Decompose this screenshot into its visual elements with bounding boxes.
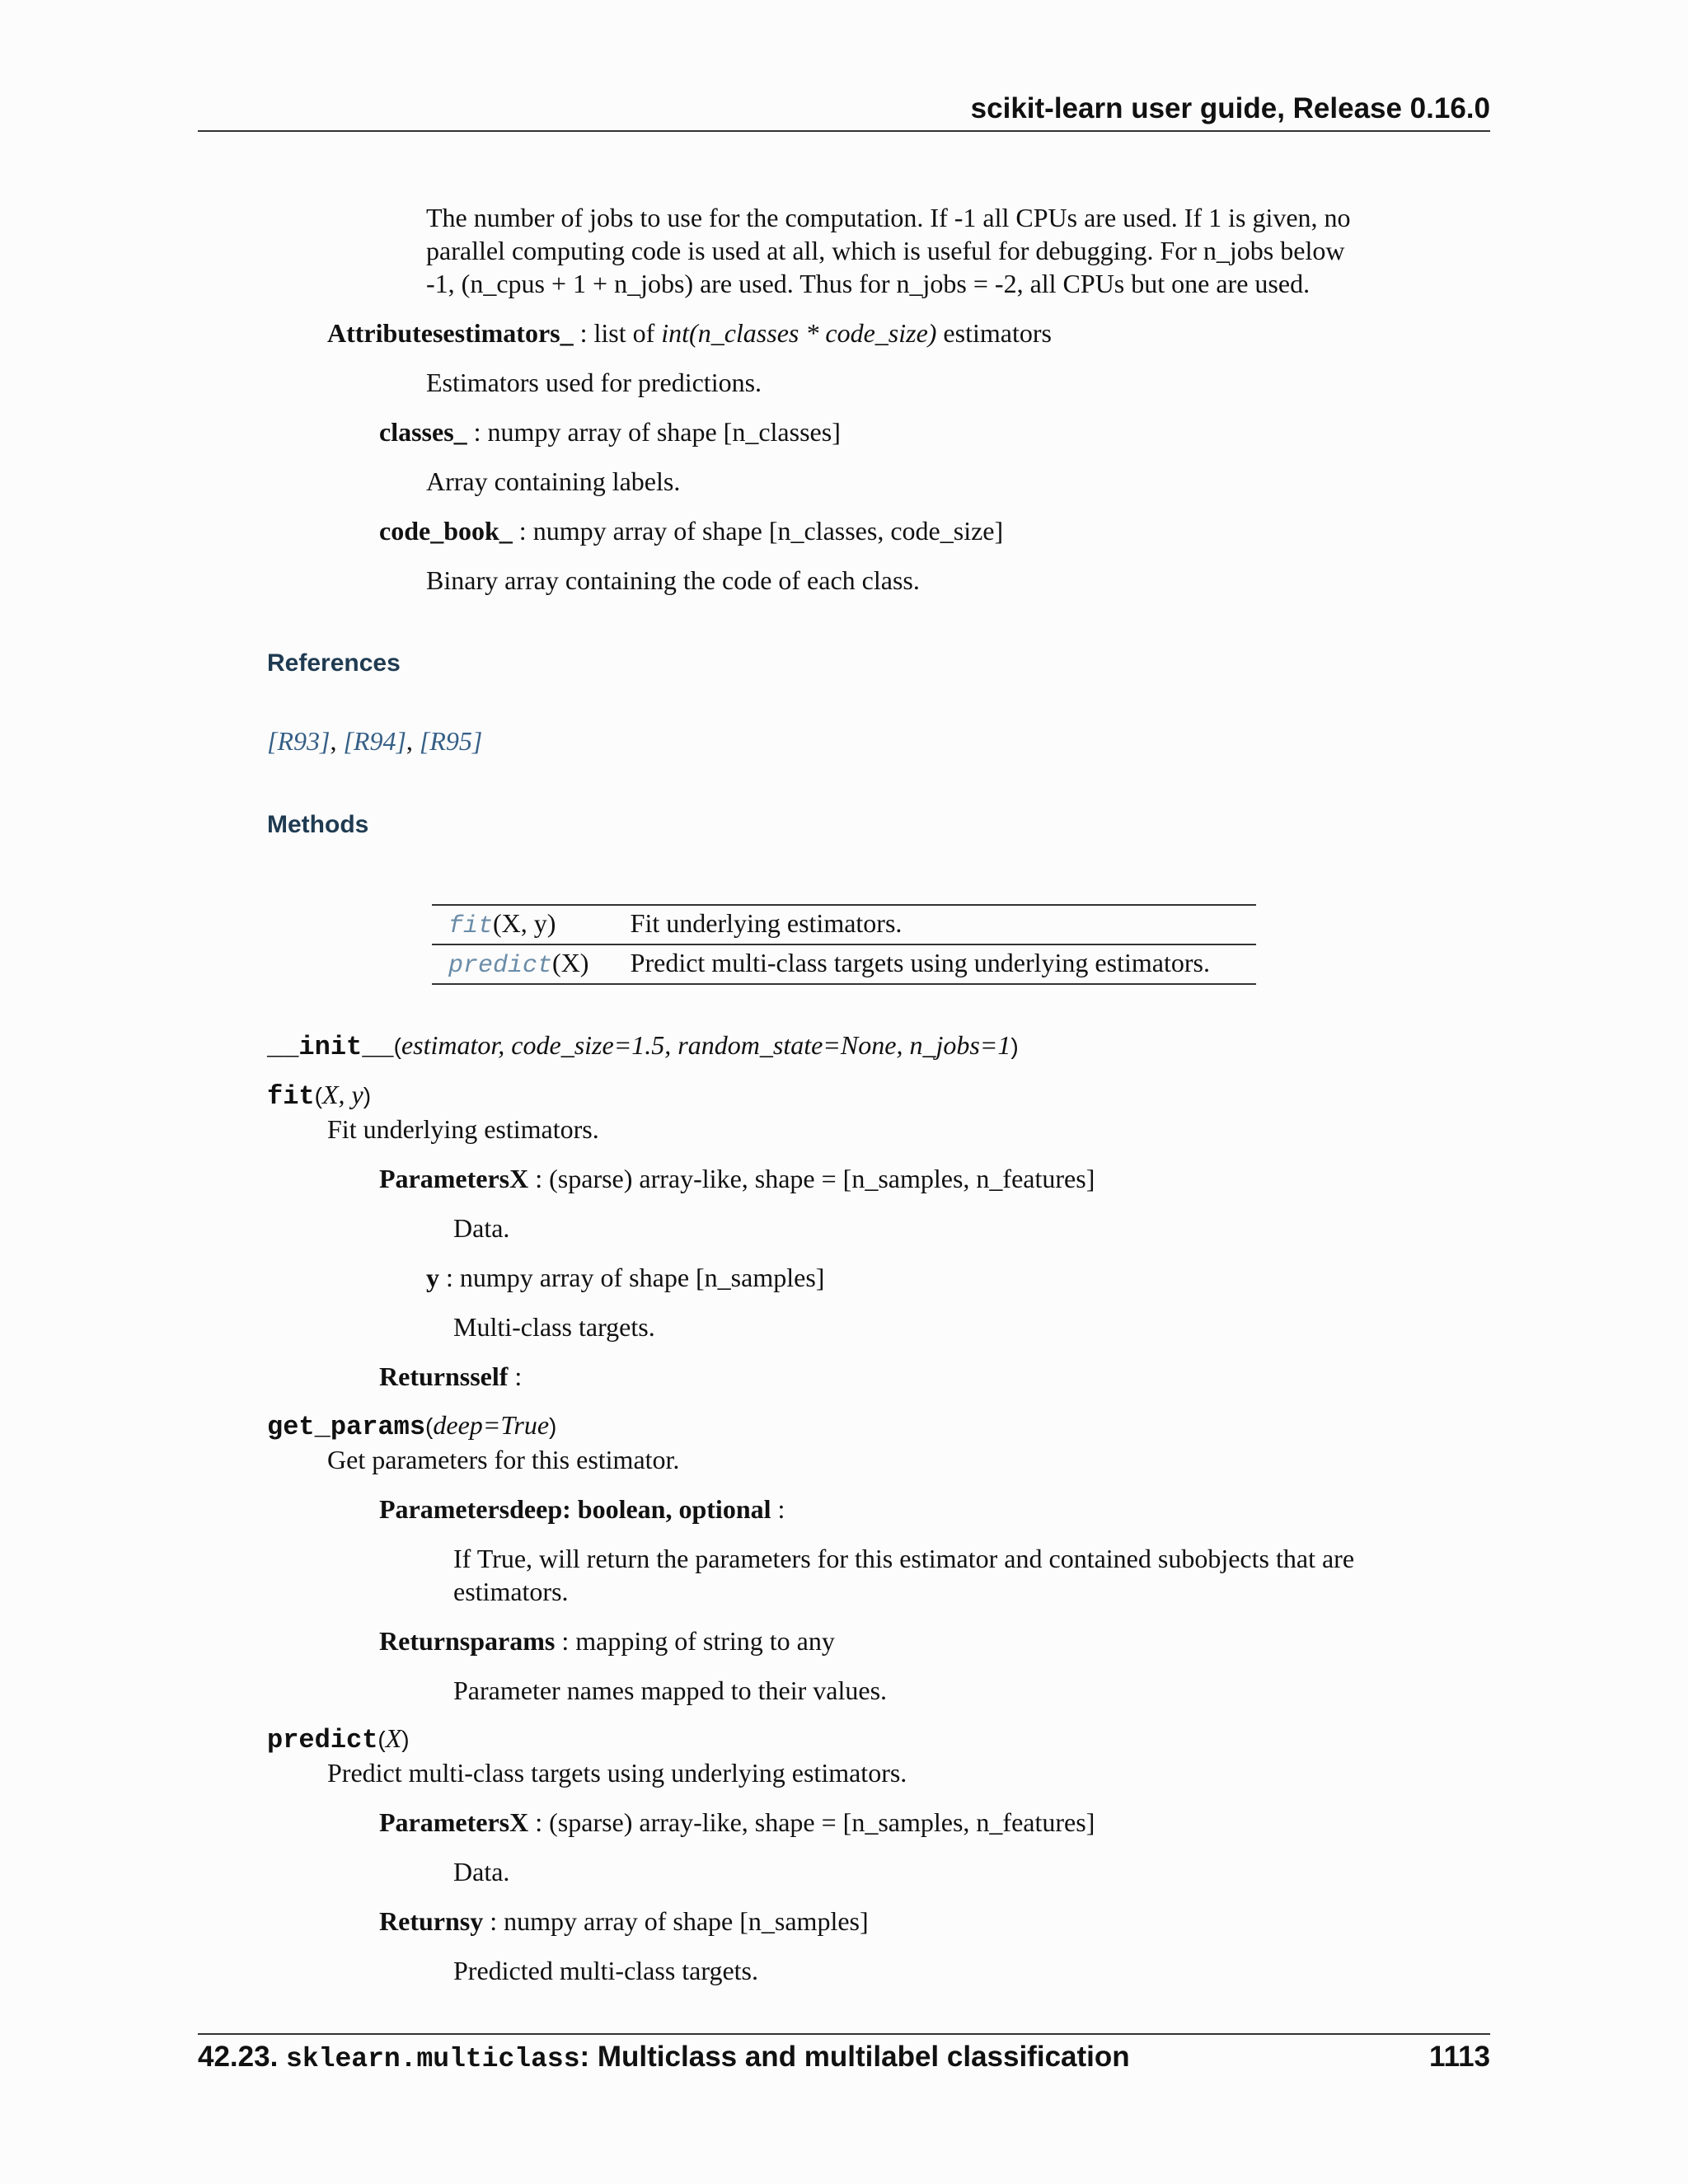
return-name: self: [470, 1361, 509, 1391]
get-params-param-deep: [379, 1493, 785, 1526]
attribute-desc: Array containing labels.: [426, 466, 681, 496]
method-link-predict[interactable]: predict: [448, 952, 553, 980]
attribute-name: estimators_: [443, 318, 574, 348]
footer-section-title: [198, 2041, 1130, 2074]
table-row: [432, 944, 1256, 984]
params-label: Parameters: [379, 1494, 510, 1524]
fit-returns: [379, 1360, 522, 1393]
return-type: : mapping of string to any: [555, 1626, 835, 1656]
param-type: :: [771, 1494, 785, 1524]
paren-open: (: [393, 1033, 401, 1059]
fit-param-x: [379, 1162, 1095, 1195]
return-desc: Predicted multi-class targets.: [453, 1956, 758, 1985]
page-number: 1113: [1429, 2041, 1490, 2073]
attribute-type-italic: int(n_classes * code_size): [661, 318, 937, 348]
param-type: : (sparse) array-like, shape = [n_samples, n_features]: [528, 1807, 1095, 1837]
param-desc: Data.: [453, 1213, 510, 1243]
attribute-name: classes_: [379, 417, 467, 447]
paren-open: (: [377, 1727, 386, 1752]
fit-param-y: [426, 1261, 824, 1294]
param-desc-line-2: estimators.: [453, 1577, 569, 1606]
methods-heading: Methods: [267, 811, 369, 838]
param-desc-line-1: If True, will return the parameters for this estimator and contained subobjects that are: [453, 1544, 1355, 1573]
paren-open: (: [425, 1413, 434, 1439]
attribute-type: : numpy array of shape [n_classes, code_size]: [512, 516, 1004, 546]
fit-params: X, y: [321, 1080, 363, 1109]
return-name: y: [470, 1906, 484, 1936]
returns-label: Returns: [379, 1626, 471, 1656]
param-name: X: [509, 1807, 529, 1837]
attribute-desc: Binary array containing the code of each class.: [426, 565, 920, 595]
params-label: Parameters: [379, 1807, 510, 1837]
attribute-type: : list of: [573, 318, 662, 348]
footer-section-number: 42.23.: [198, 2041, 287, 2073]
footer-rule: [198, 2033, 1490, 2035]
param-type: : (sparse) array-like, shape = [n_samples, n_features]: [528, 1164, 1095, 1193]
attributes-label: Attributes: [327, 318, 443, 348]
reference-link[interactable]: [R94]: [343, 726, 406, 756]
reference-links: [267, 726, 482, 757]
param-desc: Multi-class targets.: [453, 1312, 655, 1342]
attribute-desc: Estimators used for predictions.: [426, 368, 762, 397]
method-cell: [432, 905, 614, 944]
attribute-name: code_book_: [379, 516, 513, 546]
attribute-classes: [379, 415, 841, 448]
reference-link[interactable]: [R93]: [267, 726, 331, 756]
predict-name: predict: [267, 1725, 378, 1755]
param-name: X: [509, 1164, 529, 1193]
get-params-signature: [267, 1410, 556, 1442]
method-desc: Predict multi-class targets using underlying estimators.: [630, 948, 1210, 977]
get-params-params: deep=True: [433, 1410, 550, 1440]
param-name: deep: boolean, optional: [509, 1494, 771, 1524]
paren-close: ): [363, 1083, 372, 1108]
predict-returns: [379, 1905, 869, 1938]
return-name: params: [470, 1626, 556, 1656]
predict-params: X: [385, 1723, 402, 1753]
references-heading: References: [267, 649, 401, 677]
get-params-name: get_params: [267, 1412, 426, 1442]
header-rule: [198, 130, 1490, 132]
attribute-type-rest: estimators: [936, 318, 1052, 348]
param-type: : numpy array of shape [n_samples]: [439, 1263, 825, 1292]
get-params-summary: Get parameters for this estimator.: [327, 1445, 680, 1474]
paren-close: ): [401, 1727, 410, 1752]
param-name: y: [426, 1263, 439, 1292]
init-name: __init__: [267, 1032, 394, 1062]
attribute-estimators: [327, 316, 1052, 349]
table-row: [432, 905, 1256, 944]
paren-close: ): [549, 1413, 557, 1439]
fit-summary: Fit underlying estimators.: [327, 1114, 599, 1144]
init-params: estimator, code_size=1.5, random_state=None, n_jobs=1: [401, 1030, 1011, 1060]
n-jobs-desc-line-1: The number of jobs to use for the computation. If -1 all CPUs are used. If 1 is given, no: [426, 203, 1351, 232]
predict-param-x: [379, 1806, 1095, 1839]
paren-open: (: [314, 1083, 322, 1108]
init-signature: [267, 1030, 1019, 1062]
return-type: : numpy array of shape [n_samples]: [483, 1906, 869, 1936]
running-header-title: scikit-learn user guide, Release 0.16.0: [970, 92, 1490, 124]
param-desc: Data.: [453, 1857, 510, 1886]
reference-link[interactable]: [R95]: [419, 726, 483, 756]
get-params-returns: [379, 1624, 835, 1657]
attribute-code-book: [379, 514, 1003, 547]
method-desc: Fit underlying estimators.: [630, 908, 903, 938]
return-desc: Parameter names mapped to their values.: [453, 1675, 888, 1705]
reference-separator: ,: [406, 726, 420, 756]
paren-close: ): [1010, 1033, 1019, 1059]
returns-label: Returns: [379, 1906, 471, 1936]
methods-summary-table: [432, 904, 1256, 985]
attribute-type: : numpy array of shape [n_classes]: [467, 417, 841, 447]
method-link-fit[interactable]: fit: [448, 912, 494, 940]
predict-summary: Predict multi-class targets using underlying estimators.: [327, 1758, 907, 1788]
fit-name: fit: [267, 1081, 315, 1112]
n-jobs-desc-line-2: parallel computing code is used at all, which is useful for debugging. For n_jobs below: [426, 236, 1345, 265]
predict-signature: [267, 1723, 410, 1755]
params-label: Parameters: [379, 1164, 510, 1193]
reference-separator: ,: [330, 726, 344, 756]
method-cell: [432, 944, 614, 984]
n-jobs-desc-line-3: -1, (n_cpus + 1 + n_jobs) are used. Thus for n_jobs = -2, all CPUs but one are used.: [426, 269, 1311, 298]
return-type: :: [508, 1361, 523, 1391]
returns-label: Returns: [379, 1361, 471, 1391]
footer-title: : Multiclass and multilabel classification: [579, 2041, 1130, 2073]
method-args: (X): [552, 948, 589, 977]
footer-module: sklearn.multiclass: [286, 2044, 580, 2074]
fit-signature: [267, 1080, 371, 1112]
method-args: (X, y): [493, 908, 556, 938]
